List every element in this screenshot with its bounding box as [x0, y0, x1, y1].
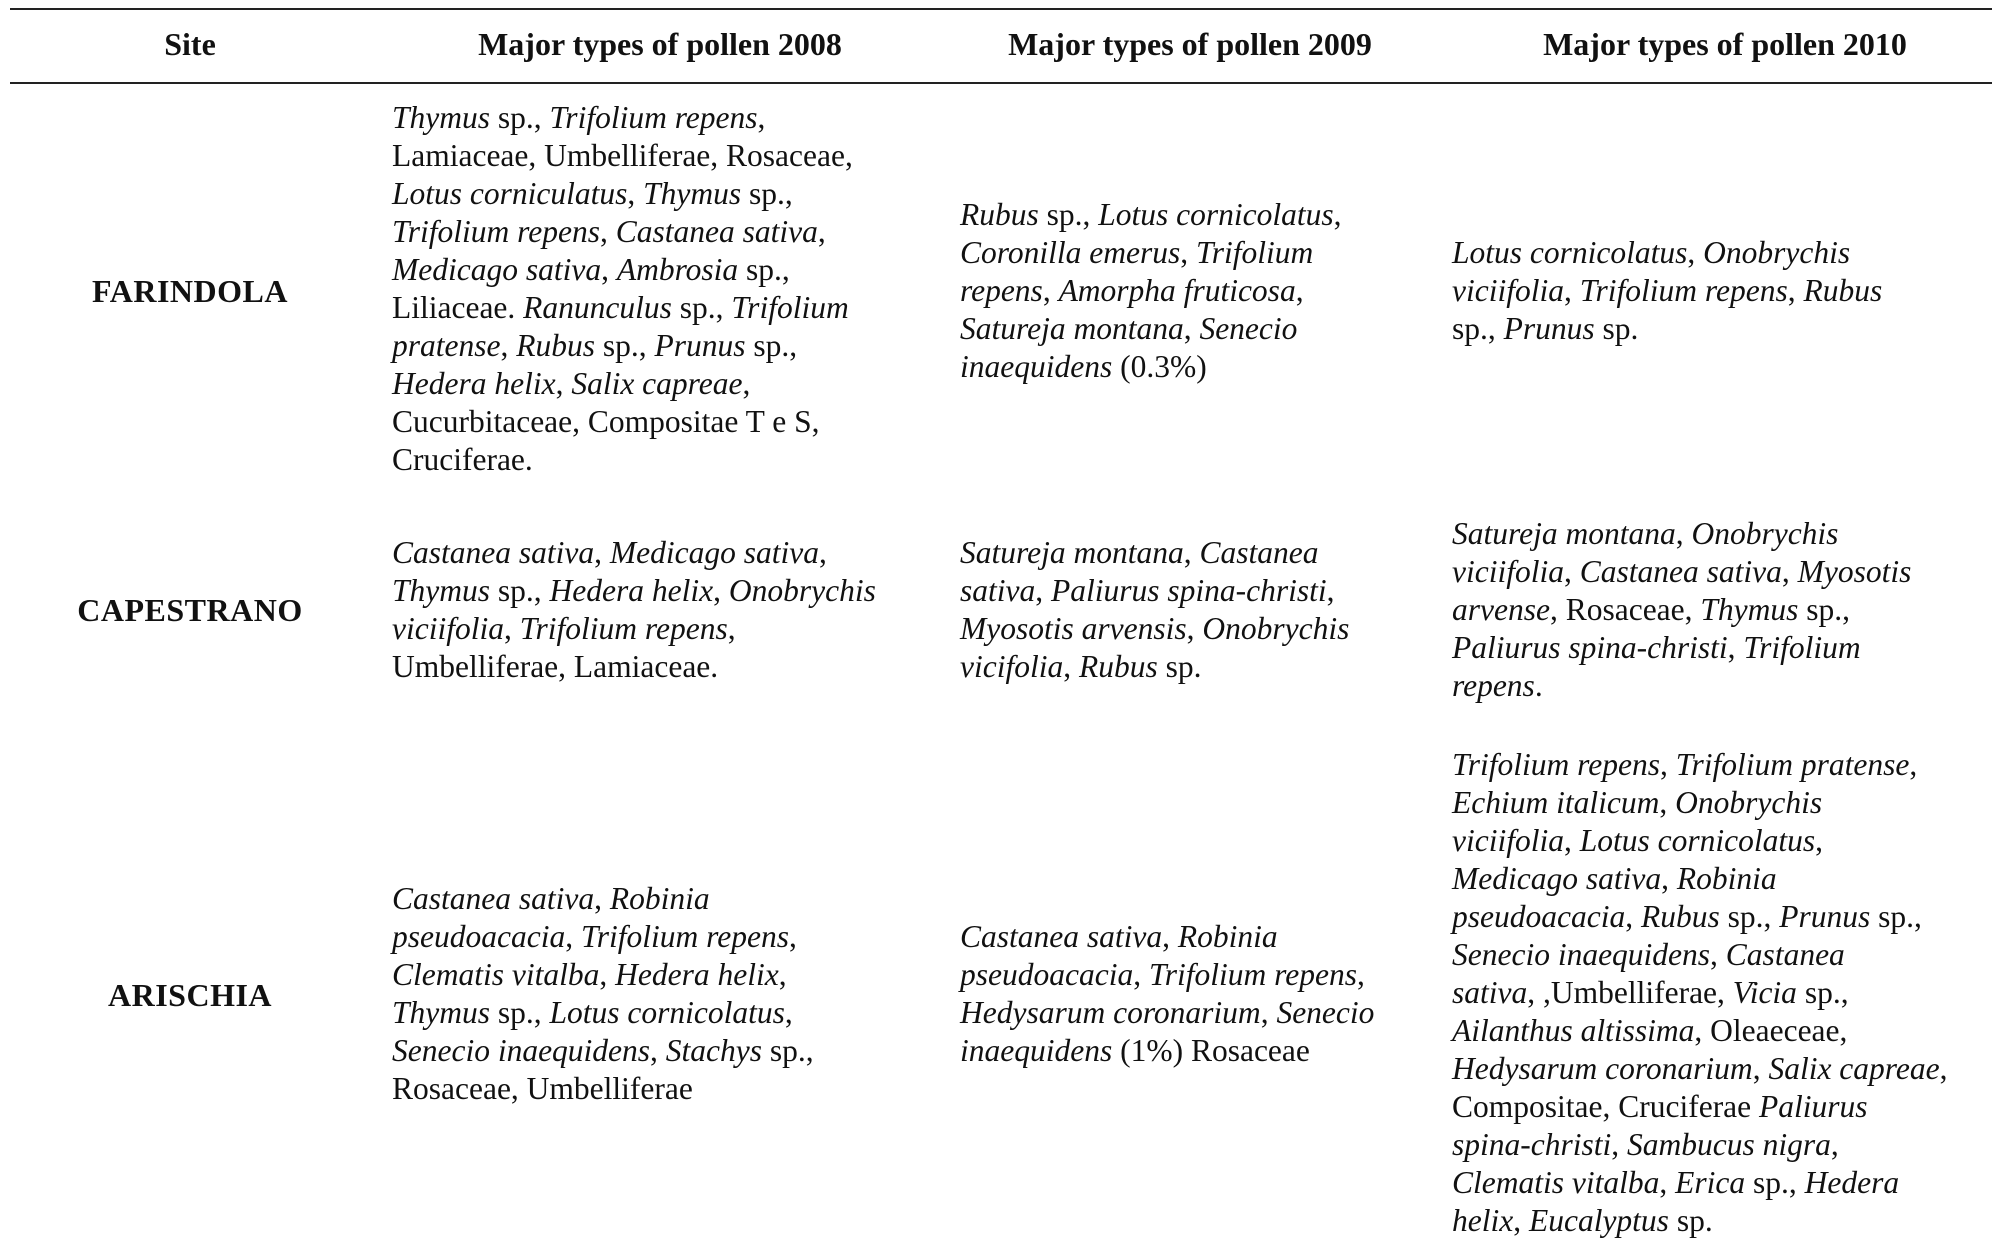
taxon-name: inaequidens — [960, 349, 1113, 384]
cell-text-line — [392, 918, 814, 956]
cell-text: , — [594, 535, 610, 570]
cell-text: , — [1183, 535, 1200, 570]
taxon-name: Robinia — [609, 881, 710, 916]
cell-text-line — [392, 289, 853, 327]
cell-text-line — [392, 403, 853, 441]
taxon-name: Rubus — [1640, 899, 1720, 934]
cell-text: , — [1326, 573, 1335, 608]
cell-text: , Rosaceae, — [1549, 592, 1701, 627]
cell-text-line — [960, 956, 1374, 994]
cell-text: , — [784, 995, 793, 1030]
cell-text: sp., — [490, 995, 550, 1030]
cell-text: sp. — [1594, 311, 1639, 346]
taxon-name: spina-christi — [1452, 1127, 1612, 1162]
cell-text: sp., — [738, 252, 790, 287]
taxon-name: repens — [1452, 668, 1535, 703]
cell-farindola-2008 — [392, 99, 853, 479]
cell-text: , — [727, 611, 736, 646]
taxon-name: Onobrychis — [728, 573, 876, 608]
taxon-name: Castanea sativa — [615, 214, 818, 249]
taxon-name: Trifolium repens — [549, 100, 758, 135]
cell-text-line — [1452, 1202, 1947, 1240]
taxon-name: sativa — [1452, 975, 1528, 1010]
cell-text-line — [392, 610, 876, 648]
cell-text-line — [1452, 667, 1911, 705]
table-top-rule — [10, 8, 1992, 10]
taxon-name: Robinia — [1177, 919, 1278, 954]
cell-text: Liliaceae. — [392, 290, 524, 325]
taxon-name: Trifolium pratense — [1675, 747, 1910, 782]
cell-text-line — [960, 196, 1342, 234]
taxon-name: Castanea sativa — [392, 881, 595, 916]
taxon-name: Thymus — [392, 573, 491, 608]
cell-text-line — [1452, 1012, 1947, 1050]
taxon-name: inaequidens — [960, 1033, 1113, 1068]
cell-text-line — [1452, 974, 1947, 1012]
cell-text: , — [1563, 273, 1580, 308]
cell-text: , — [1513, 1203, 1529, 1238]
cell-farindola-2009 — [960, 196, 1342, 386]
cell-arischia-2009 — [960, 918, 1374, 1070]
cell-text-line — [1452, 860, 1947, 898]
cell-text: sp., — [745, 328, 798, 363]
taxon-name: Hedera helix — [615, 957, 779, 992]
cell-text-line — [392, 956, 814, 994]
taxon-name: Castanea sativa — [1579, 554, 1782, 589]
cell-text: sp., — [490, 573, 550, 608]
taxon-name: Coronilla emerus — [960, 235, 1181, 270]
header-2010: Major types of pollen 2010 — [1543, 26, 1907, 62]
taxon-name: Lotus cornicolatus — [1579, 823, 1816, 858]
cell-text-line — [1452, 898, 1947, 936]
taxon-name: viciifolia — [1452, 823, 1564, 858]
taxon-name: pseudoacacia — [960, 957, 1134, 992]
cell-text: , — [1333, 197, 1342, 232]
cell-text: , — [788, 919, 797, 954]
cell-text-line — [1452, 822, 1947, 860]
header-2008: Major types of pollen 2008 — [478, 26, 842, 62]
cell-farindola-2010 — [1452, 234, 1882, 348]
cell-text: (1%) Rosaceae — [1112, 1033, 1310, 1068]
cell-text: , — [817, 214, 826, 249]
header-site: Site — [164, 26, 216, 62]
cell-text: , — [1675, 516, 1692, 551]
taxon-name: Trifolium repens — [1148, 957, 1357, 992]
cell-text: , — [1830, 1127, 1839, 1162]
taxon-name: sativa — [960, 573, 1036, 608]
taxon-name: Hedysarum coronarium — [960, 995, 1261, 1030]
taxon-name: Medicago sativa — [609, 535, 819, 570]
cell-text-line — [392, 327, 853, 365]
taxon-name: Ailanthus altissima — [1452, 1013, 1695, 1048]
cell-text: , — [1133, 957, 1149, 992]
cell-text-line — [392, 137, 853, 175]
taxon-name: Medicago sativa — [1452, 861, 1662, 896]
taxon-name: Paliurus — [1759, 1089, 1868, 1124]
cell-capestrano-2010 — [1452, 515, 1911, 705]
cell-text-line — [392, 648, 876, 686]
taxon-name: Prunus — [1503, 311, 1595, 346]
taxon-name: Sambucus nigra — [1627, 1127, 1831, 1162]
cell-text: , — [1356, 957, 1365, 992]
taxon-name: Thymus — [1700, 592, 1799, 627]
taxon-name: Rubus — [516, 328, 595, 363]
cell-text: sp., — [1719, 899, 1780, 934]
cell-text-line — [392, 880, 814, 918]
cell-text-line — [960, 310, 1342, 348]
taxon-name: Hedera helix — [549, 573, 714, 608]
cell-text: Lamiaceae, Umbelliferae, Rosaceae, — [392, 138, 853, 173]
cell-text-line — [1452, 1126, 1947, 1164]
cell-text: , — [757, 100, 766, 135]
taxon-name: Hedera helix — [392, 366, 556, 401]
taxon-name: Onobrychis — [1202, 611, 1350, 646]
taxon-name: Senecio inaequidens — [392, 1033, 651, 1068]
cell-text: , — [1661, 861, 1677, 896]
cell-text: sp., — [671, 290, 732, 325]
taxon-name: Castanea — [1725, 937, 1845, 972]
taxon-name: Thymus — [643, 176, 742, 211]
cell-text: Umbelliferae, Lamiaceae. — [392, 649, 719, 684]
cell-text: sp., — [741, 176, 793, 211]
cell-text: , — [650, 1033, 666, 1068]
cell-text-line — [1452, 629, 1911, 667]
taxon-name: Onobrychis — [1675, 785, 1823, 820]
taxon-name: Satureja montana — [1452, 516, 1676, 551]
taxon-name: Medicago sativa — [392, 252, 602, 287]
cell-text: , — [1183, 311, 1200, 346]
cell-text-line — [960, 272, 1342, 310]
cell-text: , — [1162, 919, 1178, 954]
cell-text: , — [1687, 235, 1704, 270]
cell-text-line — [1452, 746, 1947, 784]
cell-text-line — [1452, 553, 1911, 591]
taxon-name: Castanea — [1199, 535, 1319, 570]
cell-text: , — [1815, 823, 1823, 858]
cell-text: Compositae, Cruciferae — [1452, 1089, 1760, 1124]
cell-text: Rosaceae, Umbelliferae — [392, 1071, 693, 1106]
cell-text: , — [1260, 995, 1277, 1030]
taxon-name: Onobrychis — [1703, 235, 1851, 270]
cell-text: , — [1180, 235, 1196, 270]
taxon-name: Myosotis arvensis — [960, 611, 1187, 646]
taxon-name: Senecio inaequidens — [1452, 937, 1711, 972]
taxon-name: Trifolium — [1195, 235, 1314, 270]
cell-text-line — [392, 251, 853, 289]
cell-text-line — [392, 365, 853, 403]
cell-text: , — [503, 611, 520, 646]
cell-text-line — [392, 534, 876, 572]
taxon-name: arvense — [1452, 592, 1550, 627]
taxon-name: Thymus — [392, 100, 491, 135]
cell-text: , — [1035, 573, 1051, 608]
cell-text: , — [1625, 899, 1641, 934]
cell-text-line — [1452, 591, 1911, 629]
cell-text: , — [599, 957, 616, 992]
cell-text: , — [1727, 630, 1744, 665]
cell-arischia-2008 — [392, 880, 814, 1108]
cell-text-line — [960, 572, 1349, 610]
cell-text-line — [392, 572, 876, 610]
taxon-name: Ambrosia — [616, 252, 739, 287]
cell-text: , — [778, 957, 787, 992]
taxon-name: Clematis vitalba — [392, 957, 600, 992]
cell-text: , — [627, 176, 644, 211]
cell-text: , — [601, 252, 617, 287]
taxon-name: Eucalyptus — [1528, 1203, 1669, 1238]
cell-text-line — [960, 994, 1374, 1032]
cell-text-line — [960, 610, 1349, 648]
taxon-name: viciifolia — [392, 611, 504, 646]
cell-text-line — [960, 918, 1374, 956]
cell-text: , — [1710, 937, 1726, 972]
taxon-name: Clematis vitalba — [1452, 1165, 1660, 1200]
taxon-name: Lotus cornicolatus — [549, 995, 785, 1030]
taxon-name: Onobrychis — [1691, 516, 1839, 551]
header-2009: Major types of pollen 2009 — [1008, 26, 1372, 62]
taxon-name: Thymus — [392, 995, 491, 1030]
cell-text-line — [392, 175, 853, 213]
taxon-name: Lotus cornicolatus — [1098, 197, 1334, 232]
taxon-name: Amorpha fruticosa — [1058, 273, 1296, 308]
taxon-name: Trifolium — [731, 290, 849, 325]
cell-text-line — [1452, 272, 1882, 310]
taxon-name: Hedysarum coronarium — [1452, 1051, 1753, 1086]
cell-text: , — [1787, 273, 1804, 308]
cell-text-line — [392, 1032, 814, 1070]
cell-text: sp., — [1796, 975, 1849, 1010]
cell-text-line — [392, 99, 853, 137]
cell-text: Cucurbitaceae, Compositae T e S, — [392, 404, 820, 439]
cell-capestrano-2009 — [960, 534, 1349, 686]
cell-text: , — [1752, 1051, 1769, 1086]
cell-text: , — [818, 535, 827, 570]
site-capestrano: CAPESTRANO — [77, 592, 303, 628]
taxon-name: pseudoacacia — [1452, 899, 1626, 934]
taxon-name: Senecio — [1199, 311, 1298, 346]
cell-text-line — [392, 1070, 814, 1108]
taxon-name: Castanea sativa — [960, 919, 1163, 954]
cell-text: , Oleaeceae, — [1694, 1013, 1848, 1048]
header-rule — [10, 82, 1992, 84]
taxon-name: Rubus — [960, 197, 1039, 232]
taxon-name: Robinia — [1676, 861, 1777, 896]
taxon-name: Lotus cornicolatus — [1452, 235, 1688, 270]
cell-text: , — [742, 366, 751, 401]
taxon-name: Trifolium — [1743, 630, 1861, 665]
cell-text-line — [1452, 234, 1882, 272]
cell-text: sp., — [1870, 899, 1922, 934]
cell-text-line — [392, 213, 853, 251]
taxon-name: Rubus — [1803, 273, 1883, 308]
cell-text: (0.3%) — [1112, 349, 1207, 384]
cell-text: , — [1659, 1165, 1676, 1200]
cell-text: . — [1534, 668, 1543, 703]
taxon-name: Trifolium repens — [519, 611, 728, 646]
taxon-name: Trifolium repens — [1579, 273, 1788, 308]
taxon-name: Prunus — [654, 328, 746, 363]
taxon-name: Salix capreae — [1768, 1051, 1940, 1086]
cell-text: , — [713, 573, 729, 608]
cell-text: sp. — [1157, 649, 1202, 684]
cell-text-line — [960, 234, 1342, 272]
cell-text-line — [1452, 515, 1911, 553]
cell-text: sp., — [762, 1033, 814, 1068]
taxon-name: Paliurus spina-christi — [1051, 573, 1327, 608]
taxon-name: Castanea sativa — [392, 535, 595, 570]
cell-text-line — [1452, 1050, 1947, 1088]
cell-text-line — [1452, 310, 1882, 348]
cell-text: , — [1186, 611, 1203, 646]
cell-text-line — [1452, 1088, 1947, 1126]
taxon-name: Trifolium repens — [392, 214, 600, 249]
taxon-name: Satureja montana — [960, 311, 1184, 346]
taxon-name: Hedera — [1804, 1165, 1900, 1200]
cell-text-line — [960, 534, 1349, 572]
cell-text: , — [1939, 1051, 1948, 1086]
taxon-name: vicifolia — [960, 649, 1064, 684]
cell-text: , — [1563, 823, 1580, 858]
taxon-name: Stachys — [665, 1033, 763, 1068]
cell-text-line — [960, 1032, 1374, 1070]
taxon-name: Satureja montana — [960, 535, 1184, 570]
cell-text-line — [392, 994, 814, 1032]
taxon-name: Paliurus spina-christi — [1452, 630, 1728, 665]
cell-text: sp., — [1038, 197, 1099, 232]
taxon-name: pseudoacacia — [392, 919, 566, 954]
taxon-name: Ranunculus — [523, 290, 672, 325]
taxon-name: Prunus — [1779, 899, 1871, 934]
site-farindola: FARINDOLA — [92, 273, 288, 309]
cell-text: , — [594, 881, 610, 916]
cell-text-line — [960, 648, 1349, 686]
taxon-name: viciifolia — [1452, 273, 1564, 308]
taxon-name: helix — [1452, 1203, 1514, 1238]
cell-text: , — [1781, 554, 1798, 589]
cell-capestrano-2008 — [392, 534, 876, 686]
taxon-name: Trifolium repens — [580, 919, 789, 954]
taxon-name: pratense — [392, 328, 501, 363]
taxon-name: repens — [960, 273, 1043, 308]
cell-text: , — [565, 919, 581, 954]
site-arischia: ARISCHIA — [107, 977, 273, 1013]
taxon-name: Trifolium repens — [1452, 747, 1660, 782]
cell-text-line — [1452, 784, 1947, 822]
taxon-name: Erica — [1675, 1165, 1746, 1200]
taxon-name: viciifolia — [1452, 554, 1564, 589]
cell-text: Cruciferae. — [392, 442, 533, 477]
taxon-name: Salix capreae — [571, 366, 743, 401]
cell-text: sp., — [1452, 311, 1504, 346]
cell-text: , — [1909, 747, 1918, 782]
taxon-name: Senecio — [1276, 995, 1375, 1030]
cell-arischia-2010 — [1452, 746, 1947, 1240]
cell-text: , ,Umbelliferae, — [1527, 975, 1733, 1010]
cell-text-line — [1452, 936, 1947, 974]
taxon-name: Lotus corniculatus — [392, 176, 628, 211]
cell-text: sp., — [1798, 592, 1851, 627]
cell-text-line — [1452, 1164, 1947, 1202]
cell-text: , — [1611, 1127, 1628, 1162]
cell-text: , — [1563, 554, 1580, 589]
taxon-name: Echium italicum — [1452, 785, 1660, 820]
cell-text: , — [1295, 273, 1304, 308]
cell-text: , — [599, 214, 616, 249]
cell-text: , — [1063, 649, 1079, 684]
cell-text: , — [500, 328, 517, 363]
taxon-name: Vicia — [1732, 975, 1797, 1010]
cell-text: , — [1659, 785, 1676, 820]
taxon-name: Rubus — [1078, 649, 1158, 684]
cell-text: sp. — [1668, 1203, 1713, 1238]
cell-text: , — [1659, 747, 1676, 782]
cell-text: sp., — [594, 328, 655, 363]
cell-text-line — [960, 348, 1342, 386]
cell-text: sp., — [490, 100, 550, 135]
cell-text-line — [392, 441, 853, 479]
cell-text: , — [555, 366, 572, 401]
cell-text: , — [1042, 273, 1059, 308]
taxon-name: Myosotis — [1797, 554, 1912, 589]
cell-text: sp., — [1745, 1165, 1805, 1200]
